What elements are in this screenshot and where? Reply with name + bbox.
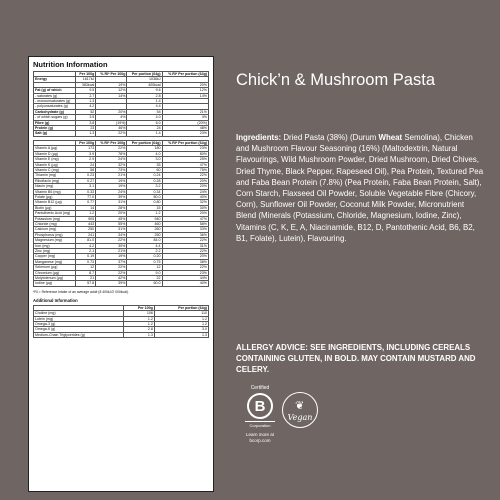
additional-label-cell: Omega-3 (g) — [34, 322, 124, 327]
additional-info-heading: Additional Information — [33, 297, 78, 303]
nutrition-value-cell: 1.3 — [76, 131, 96, 136]
vitamin-value-cell: 24 — [76, 162, 96, 167]
additional-value-cell: 1.2 — [154, 322, 208, 327]
vitamin-label-cell: Folate (µg) — [34, 194, 76, 199]
vitamin-value-cell: 31% — [96, 200, 127, 205]
vitamin-value-cell: 60 — [127, 167, 162, 172]
nutrition-value-cell: 21% — [162, 109, 208, 114]
vitamin-label-cell: Chloride (mg) — [34, 221, 76, 226]
nutrition-value-cell: 48% — [162, 126, 208, 131]
vitamin-value-cell: 42% — [96, 276, 127, 281]
vitamin-value-cell: 2.1 — [76, 249, 96, 254]
vitamin-value-cell: 84.0 — [127, 238, 162, 243]
additional-header-cell: Per portion (64g) — [154, 305, 208, 310]
vitamin-value-cell: 24% — [162, 189, 208, 194]
vitamin-value-cell: 20% — [162, 254, 208, 259]
vitamin-value-cell: 443 — [76, 221, 96, 226]
nutrition-value-cell: 6.0 — [127, 120, 162, 125]
vitamin-value-cell: 2.9 — [76, 157, 96, 162]
nutrition-value-cell: 23 — [76, 126, 96, 131]
nutrition-label-cell: Energy — [34, 77, 76, 82]
vitamin-value-cell: 905 — [76, 216, 96, 221]
vitamin-label-cell: Potassium (mg) — [34, 216, 76, 221]
bcorp-certified-label: Certified — [250, 385, 270, 391]
vitamin-value-cell: 35 — [127, 162, 162, 167]
vitamin-value-cell: 1.2 — [76, 211, 96, 216]
nutrition-label-cell: Protein (g) — [34, 126, 76, 131]
nutrition-label-cell: Carbohydrate (g) — [34, 109, 76, 114]
nutrition-value-cell: 3.5 — [76, 115, 96, 120]
vitamin-value-cell: 57.8 — [76, 281, 96, 286]
nutrition-value-cell: 14% — [162, 93, 208, 98]
bcorp-badge — [238, 385, 282, 443]
nutrition-label-cell: Salt (g) — [34, 131, 76, 136]
vitamin-value-cell: 25% — [162, 157, 208, 162]
vitamin-value-cell: 0.27 — [76, 178, 96, 183]
vitamin-value-cell: 260 — [127, 227, 162, 232]
vitamin-row — [34, 281, 209, 286]
additional-label-cell: Medium-Chain Triglycerides (g) — [34, 332, 124, 337]
vitamin-value-cell: 1.2 — [127, 211, 162, 216]
nutrition-header-cell: Per 100g — [76, 72, 96, 77]
ri-footnote: *RI = Reference Intake of an average adult (8 400kJ/2 000kcal). — [33, 289, 129, 294]
nutrition-value-cell: 1.4 — [127, 99, 162, 104]
nutrition-value-cell: 400kcal — [127, 82, 162, 87]
nutrition-value-cell: 20% — [96, 109, 127, 114]
vitamin-label-cell: Chromium (µg) — [34, 270, 76, 275]
vitamin-value-cell: 14 — [76, 205, 96, 210]
vitamin-value-cell: 34% — [96, 232, 127, 237]
vitamin-value-cell: 21% — [96, 173, 127, 178]
vitamin-label-cell: Phosphorus (mg) — [34, 232, 76, 237]
nutrition-value-cell: 24 — [127, 126, 162, 131]
vitamin-value-cell: 58% — [162, 221, 208, 226]
vitamin-value-cell: 8.7 — [76, 270, 96, 275]
vitamin-value-cell: 940 — [127, 216, 162, 221]
nutrition-value-cell: 23% — [162, 131, 208, 136]
nutrition-value-cell: 3.8 — [76, 120, 96, 125]
vitamin-label-cell: Zinc (mg) — [34, 249, 76, 254]
bcorp-corporation-label: Corporation — [245, 421, 275, 428]
vitamin-label-cell: Calcium (mg) — [34, 227, 76, 232]
vitamin-value-cell: 20% — [162, 211, 208, 216]
vitamin-value-cell: 80% — [162, 151, 208, 156]
vitamin-value-cell: 173 — [76, 146, 96, 151]
vitamin-label-cell: Vitamin B6 (mg) — [34, 189, 76, 194]
vitamin-value-cell: 2.2 — [127, 249, 162, 254]
nutrition-value-cell: 14% — [96, 93, 127, 98]
vitamin-value-cell: 31% — [96, 227, 127, 232]
nutrition-value-cell: 4.2 — [76, 104, 96, 109]
nutrition-label-cell: - of which sugars (g) — [34, 115, 76, 120]
additional-label-cell: Omega-6 (g) — [34, 327, 124, 332]
nutrition-value-cell: 4.4 — [127, 104, 162, 109]
vitamin-header-cell: % RI* Per 100g — [96, 140, 127, 145]
vitamin-value-cell: 39% — [96, 194, 127, 199]
vitamin-value-cell: 32% — [162, 200, 208, 205]
additional-header-cell: Per 100g — [124, 305, 155, 310]
vitamin-value-cell: 0.80 — [127, 200, 162, 205]
nutrition-header-cell: % RI* Per 100g — [96, 72, 127, 77]
vitamin-value-cell: 0.19 — [76, 254, 96, 259]
vitamin-value-cell: 180 — [127, 146, 162, 151]
vitamin-header-cell: Per portion (64g) — [127, 140, 162, 145]
vitamin-value-cell: 23% — [162, 270, 208, 275]
nutrition-value-cell: (19%) — [96, 120, 127, 125]
vitamin-label-cell: Thiamin (mg) — [34, 173, 76, 178]
vitamin-value-cell: 241 — [76, 232, 96, 237]
ingredients-label: Ingredients: — [236, 133, 282, 142]
vitamin-label-cell: Vitamin B12 (µg) — [34, 200, 76, 205]
vitamin-label-cell: Niacin (mg) — [34, 184, 76, 189]
additional-label-cell: Choline (mg) — [34, 311, 124, 316]
product-title: Chick’n & Mushroom Pasta — [236, 71, 435, 89]
vitamin-label-cell: Selenium (µg) — [34, 265, 76, 270]
nutrition-value-cell: 12% — [162, 88, 208, 93]
additional-value-cell: 1.2 — [124, 322, 155, 327]
vitamin-label-cell: Vitamin C (mg) — [34, 167, 76, 172]
vitamin-table — [33, 140, 209, 287]
vitamin-value-cell: 0.75 — [127, 259, 162, 264]
vitamin-value-cell: 12 — [76, 265, 96, 270]
vitamin-value-cell: 40% — [162, 194, 208, 199]
nutrition-value-cell: 1.3 — [76, 99, 96, 104]
vitamin-value-cell: 19% — [96, 254, 127, 259]
nutrition-value-cell: 20% — [162, 82, 208, 87]
additional-value-cell: 106 — [124, 311, 155, 316]
vitamin-value-cell: 3.2 — [127, 184, 162, 189]
nutrition-value-cell: 19% — [96, 82, 127, 87]
vitamin-value-cell: 32% — [96, 162, 127, 167]
nutrition-value-cell: 4% — [162, 115, 208, 120]
vitamin-value-cell: 12 — [127, 265, 162, 270]
vitamin-label-cell: Iodine (µg) — [34, 281, 76, 286]
nutrition-header-cell: % RI* Per portion (64g) — [162, 72, 208, 77]
vitamin-value-cell: 80.0 — [127, 194, 162, 199]
vitamin-value-cell: 20% — [96, 211, 127, 216]
vitamin-value-cell: 23% — [162, 146, 208, 151]
vitamin-value-cell: 78% — [96, 151, 127, 156]
vitamin-value-cell: 21% — [96, 249, 127, 254]
vitamin-value-cell: 73% — [96, 167, 127, 172]
vitamin-value-cell: 22% — [96, 146, 127, 151]
nutrition-value-cell: 54 — [127, 109, 162, 114]
vitamin-value-cell: 30% — [162, 205, 208, 210]
vitamin-value-cell: 58 — [76, 167, 96, 172]
nutrition-row — [34, 131, 209, 136]
nutrition-value-cell: 9.6 — [127, 88, 162, 93]
additional-value-cell: 1.3 — [124, 332, 155, 337]
vegan-badge — [282, 392, 318, 428]
vitamin-label-cell: Biotin (µg) — [34, 205, 76, 210]
vitamin-value-cell: 40% — [162, 281, 208, 286]
vitamin-value-cell: 38% — [162, 259, 208, 264]
vitamin-value-cell: 45% — [96, 216, 127, 221]
additional-label-cell: Lutein (mg) — [34, 316, 124, 321]
nutrition-value-cell: (20%) — [162, 120, 208, 125]
vitamin-value-cell: 81.0 — [76, 238, 96, 243]
additional-value-cell: 1.3 — [154, 332, 208, 337]
nutrition-value-cell: 2.7 — [76, 93, 96, 98]
nutrition-header-cell: Per portion (64g) — [127, 72, 162, 77]
vitamin-value-cell: 19% — [96, 184, 127, 189]
vitamin-label-cell: Riboflavin (mg) — [34, 178, 76, 183]
additional-value-cell: 110 — [154, 311, 208, 316]
nutrition-value-cell: 383kcal — [76, 82, 96, 87]
vitamin-value-cell: 22% — [162, 173, 208, 178]
vitamin-value-cell: 36% — [162, 232, 208, 237]
vitamin-value-cell: 4.4 — [127, 243, 162, 248]
vitamin-label-cell: Iron (mg) — [34, 243, 76, 248]
bcorp-logo-icon: B — [247, 393, 273, 419]
vitamin-value-cell: 19% — [96, 178, 127, 183]
vitamin-label-cell: Vitamin E (mg) — [34, 157, 76, 162]
nutrition-label-cell: Fat (g) of which — [34, 88, 76, 93]
vitamin-header-cell: Per 100g — [76, 140, 96, 145]
vitamin-value-cell: 22% — [162, 249, 208, 254]
nutrition-label-cell: - polyunsaturates (g) — [34, 104, 76, 109]
vitamin-value-cell: 24% — [96, 157, 127, 162]
vitamin-value-cell: 460 — [127, 221, 162, 226]
nutrition-value-cell: 2.8 — [127, 93, 162, 98]
vitamin-value-cell: 60.0 — [127, 281, 162, 286]
ingredients-part-a: Dried Pasta (38%) (Durum — [281, 133, 379, 142]
vitamin-value-cell: 3.9 — [76, 151, 96, 156]
nutrition-value-cell: 46% — [96, 126, 127, 131]
vitamin-label-cell: Molybdenum (µg) — [34, 276, 76, 281]
vitamin-value-cell: 30% — [96, 243, 127, 248]
vitamin-value-cell: 0.20 — [127, 254, 162, 259]
nutrition-value-cell: 52 — [76, 109, 96, 114]
vitamin-value-cell: 4.0 — [127, 151, 162, 156]
additional-value-cell: 2.8 — [124, 327, 155, 332]
vitamin-value-cell: 4.2 — [76, 243, 96, 248]
vitamin-label-cell: Vitamin A (µg) — [34, 146, 76, 151]
vitamin-value-cell: 20% — [162, 178, 208, 183]
additional-row — [34, 332, 209, 337]
nutrition-value-cell: 22% — [96, 131, 127, 136]
nutrition-value-cell: 1.4 — [127, 131, 162, 136]
nutrition-label-cell: - saturates (g) — [34, 93, 76, 98]
vitamin-value-cell: 21 — [76, 276, 96, 281]
vitamin-label-cell: Vitamin K (µg) — [34, 162, 76, 167]
vitamin-value-cell: 3.1 — [76, 184, 96, 189]
vitamin-value-cell: 15 — [127, 205, 162, 210]
vitamin-label-cell: Manganese (mg) — [34, 259, 76, 264]
vitamin-value-cell: 22% — [162, 238, 208, 243]
vitamin-value-cell: 28% — [96, 205, 127, 210]
vitamin-value-cell: 47% — [162, 162, 208, 167]
vegan-label: Vegan — [287, 413, 313, 422]
vitamin-label-cell: Magnesium (mg) — [34, 238, 76, 243]
vitamin-value-cell: 0.34 — [127, 189, 162, 194]
vitamin-value-cell: 37% — [96, 259, 127, 264]
nutrition-value-cell: 9.5 — [76, 88, 96, 93]
vitamin-value-cell: 0.23 — [76, 173, 96, 178]
vitamin-value-cell: 24% — [96, 189, 127, 194]
vitamin-value-cell: 250 — [76, 227, 96, 232]
vitamin-value-cell: 77.0 — [76, 194, 96, 199]
nutrition-value-cell: 4% — [96, 115, 127, 120]
ingredients-text — [236, 132, 486, 244]
nutrition-label-cell: - monounsaturates (g) — [34, 99, 76, 104]
vitamin-value-cell: 22% — [96, 265, 127, 270]
vitamin-value-cell: 22 — [127, 276, 162, 281]
additional-info-table — [33, 305, 209, 338]
vitamin-value-cell: 22% — [96, 270, 127, 275]
vitamin-value-cell: 250 — [127, 232, 162, 237]
vitamin-value-cell: 31% — [162, 243, 208, 248]
additional-value-cell: 1.2 — [124, 316, 155, 321]
vitamin-value-cell: 44% — [162, 276, 208, 281]
vitamin-value-cell: 22% — [96, 238, 127, 243]
vitamin-value-cell: 0.33 — [76, 189, 96, 194]
nutrition-label-cell: Fibre (g) — [34, 120, 76, 125]
vitamin-label-cell: Vitamin D (µg) — [34, 151, 76, 156]
additional-value-cell: 3.0 — [154, 327, 208, 332]
vitamin-value-cell: 0.73 — [76, 259, 96, 264]
vitamin-label-cell: Copper (mg) — [34, 254, 76, 259]
vitamin-value-cell: 3.0 — [127, 157, 162, 162]
nutrition-heading: Nutrition Information — [33, 60, 108, 69]
nutrition-panel — [28, 56, 214, 492]
vitamin-header-cell: % RI* Per portion (64g) — [162, 140, 208, 145]
nutrition-table — [33, 71, 209, 137]
vitamin-value-cell: 0.28 — [127, 178, 162, 183]
ingredients-part-b: Semolina), Chicken and Mushroom Flavour Seasoning (16%) (Maltodextrin, Natural Flavourings, Wild Mushroom Powder, Dried Mushroom, Dried Chives, Dried Thyme, Black Pepper, Rapeseed Oil), Pea Protein, Textured Pea and Faba Bean Protein (7.8%) (Pea Protein, Faba Bean Protein, Salt), Corn Starch, Flaxseed Oil Powder, Soluble Vegetable Fibre (Chicory, Corn), Sunflower Oil Powder, Coconut Milk Powder, Micronutrient Blend (Minerals (Potassium, Chloride, Magnesium, Iodine, Zinc), Vitamins (C, K, E, A, Niacinamide, B12, D, Pantothenic Acid, B6, B2, B1, Folate), Lutein), Flavouring. — [236, 133, 484, 243]
nutrition-value-cell: 12% — [96, 88, 127, 93]
additional-value-cell: 1.2 — [154, 316, 208, 321]
vitamin-value-cell: 22% — [162, 265, 208, 270]
vitamin-value-cell: 0.77 — [76, 200, 96, 205]
vitamin-value-cell: 33% — [162, 227, 208, 232]
nutrition-value-cell: 1036kJ — [127, 77, 162, 82]
vitamin-value-cell: 47% — [162, 216, 208, 221]
leaf-icon: ❦ — [295, 399, 305, 412]
vitamin-value-cell: 20% — [162, 184, 208, 189]
vitamin-value-cell: 39% — [96, 281, 127, 286]
vitamin-value-cell: 0.24 — [127, 173, 162, 178]
nutrition-value-cell: 1617kJ — [76, 77, 96, 82]
allergy-advice: ALLERGY ADVICE: SEE INGREDIENTS, INCLUDING CEREALS CONTAINING GLUTEN, IN BOLD. MAY CONTAIN MUSTARD AND CELERY. — [236, 343, 476, 375]
vitamin-value-cell: 9.0 — [127, 270, 162, 275]
nutrition-value-cell: 4.0 — [127, 115, 162, 120]
vitamin-value-cell: 55% — [96, 221, 127, 226]
allergen-wheat: Wheat — [378, 133, 403, 142]
vitamin-label-cell: Pantothenic Acid (mg) — [34, 211, 76, 216]
vitamin-value-cell: 75% — [162, 167, 208, 172]
bcorp-learn-more: Learn more at bcorp.com — [245, 432, 274, 443]
